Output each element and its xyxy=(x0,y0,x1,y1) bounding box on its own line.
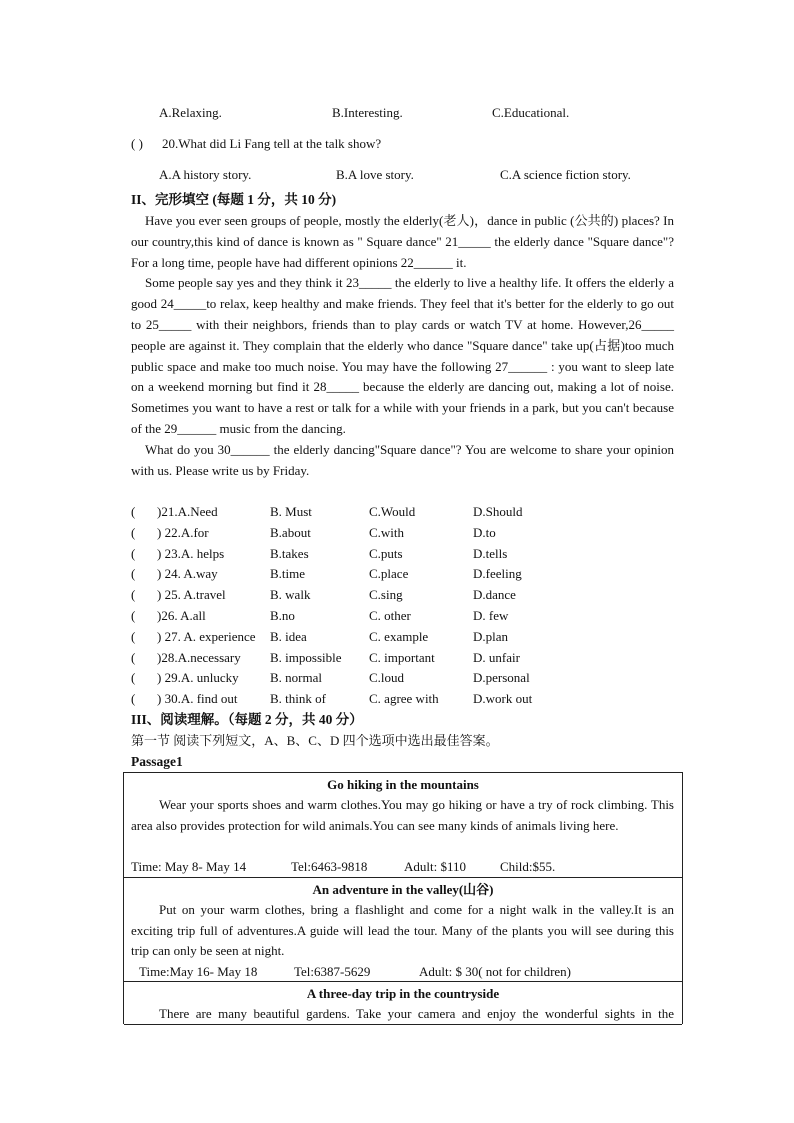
choice-bracket: ( xyxy=(131,504,136,519)
ad-hiking-adult: Adult: $110 xyxy=(404,859,466,874)
choice-row xyxy=(131,627,691,647)
choice-option-b: B. idea xyxy=(270,628,307,644)
choice-option-c: C.Would xyxy=(369,504,416,519)
choice-option-a: ) 27. A. experience xyxy=(157,628,256,644)
choice-option-d: D.personal xyxy=(473,670,530,686)
choice-option-c: C. important xyxy=(369,649,435,665)
choice-row xyxy=(131,523,691,543)
choice-bracket: ( xyxy=(131,670,136,686)
choice-option-b: B. walk xyxy=(270,587,311,603)
ad-hiking-child: Child:$55. xyxy=(500,859,556,874)
section3-title: III、阅读理解。（每题 2 分，共 40 分） xyxy=(131,712,363,727)
choice-option-a: ) 30.A. find out xyxy=(157,691,238,707)
choice-row xyxy=(131,564,691,584)
choice-bracket: ( xyxy=(131,566,136,582)
choice-option-d: D. unfair xyxy=(473,649,520,665)
cloze-paragraph-1: Have you ever seen groups of people, mostly the elderly(老人)，dance in public (公共的) places? In our country,this kind of dance is known as " Square dance" 21_____ the elderly dance "Square dance"? For a long time, people have had different opinions 22______ it. xyxy=(131,213,674,270)
choice-option-c: C.puts xyxy=(369,545,403,561)
ad-valley-body-wrap xyxy=(131,900,674,962)
ad-hiking xyxy=(124,773,682,878)
choice-bracket: ( xyxy=(131,545,136,561)
choice-option-c: C.sing xyxy=(369,587,403,603)
choice-option-c: C. agree with xyxy=(369,691,439,707)
ad-hiking-title: Go hiking in the mountains xyxy=(327,777,479,792)
cloze-paragraph-3: What do you 30______ the elderly dancing"Square dance"? You are welcome to share your opinion with us. Please write us by Friday. xyxy=(131,441,674,478)
choice-option-d: D.Should xyxy=(473,504,523,519)
choice-option-a: ) 24. A.way xyxy=(157,566,218,582)
ad-valley-body: Put on your warm clothes, bring a flashlight and come for a night walk in the valley.It is an exciting trip full of adventures.A guide will lead the tour. Many of the plants you will see during this trip can only be seen at night. xyxy=(131,902,674,958)
cloze-passage xyxy=(131,211,674,481)
choice-option-b: B. Must xyxy=(270,504,312,519)
choice-row xyxy=(131,606,691,626)
choice-option-b: B. normal xyxy=(270,670,322,686)
choice-option-b: B.about xyxy=(270,524,311,540)
passage-label: Passage1 xyxy=(131,754,183,769)
ad-hiking-time: Time: May 8- May 14 xyxy=(131,859,247,874)
choice-bracket: ( xyxy=(131,587,136,603)
ad-countryside-title: A three-day trip in the countryside xyxy=(306,986,500,1001)
choice-option-d: D.plan xyxy=(473,628,509,644)
q19-option-a: A.Relaxing. xyxy=(159,105,222,120)
ad-hiking-body: Wear your sports shoes and warm clothes.You may go hiking or have a try of rock climbing. This area also provides protection for wild animals.You can see many kinds of animals living here. xyxy=(131,797,674,833)
choice-option-c: C.with xyxy=(369,524,405,540)
choice-option-d: D.work out xyxy=(473,691,533,707)
ad-valley-time: Time:May 16- May 18 xyxy=(139,964,258,979)
choice-row xyxy=(131,689,691,709)
choice-option-a: )26. A.all xyxy=(157,608,206,623)
choice-option-b: B. think of xyxy=(270,691,326,707)
q19-option-c: C.Educational. xyxy=(492,105,570,120)
ad-countryside xyxy=(124,982,682,1025)
choice-option-b: B. impossible xyxy=(270,649,342,665)
ads-table xyxy=(123,772,683,1024)
choice-option-a: ) 22.A.for xyxy=(157,524,209,540)
choice-bracket: ( xyxy=(131,649,136,665)
ad-hiking-tel: Tel:6463-9818 xyxy=(291,859,368,874)
ad-valley-adult: Adult: $ 30( not for children) xyxy=(419,964,571,979)
choice-row xyxy=(131,502,691,522)
choice-bracket: ( xyxy=(131,628,136,644)
q20-option-b: B.A love story. xyxy=(336,167,414,182)
ad-valley-tel: Tel:6387-5629 xyxy=(294,964,371,979)
choice-option-d: D.tells xyxy=(473,545,508,561)
ad-countryside-body-wrap xyxy=(131,1004,674,1025)
q20-option-a: A.A history story. xyxy=(159,167,252,182)
ad-valley-title: An adventure in the valley(山谷) xyxy=(312,882,494,897)
choice-option-a: ) 25. A.travel xyxy=(157,587,226,603)
choice-option-b: B.time xyxy=(270,566,306,582)
choice-option-c: C. example xyxy=(369,628,429,644)
choice-bracket: ( xyxy=(131,608,136,623)
section3-instruction: 第一节 阅读下列短文，A、B、C、D 四个选项中选出最佳答案。 xyxy=(131,733,499,748)
choice-row xyxy=(131,544,691,564)
choice-option-a: ) 29.A. unlucky xyxy=(157,670,239,686)
choice-option-d: D.dance xyxy=(473,587,516,603)
q19-option-b: B.Interesting. xyxy=(332,105,403,120)
choice-bracket: ( xyxy=(131,524,136,540)
choice-option-d: D.to xyxy=(473,524,496,540)
q20-question: 20.What did Li Fang tell at the talk show? xyxy=(162,136,382,151)
choice-option-c: C. other xyxy=(369,608,411,623)
choice-row xyxy=(131,585,691,605)
ad-valley xyxy=(124,878,682,982)
cloze-paragraph-2: Some people say yes and they think it 23_____ the elderly to live a healthy life. It offers the elderly a good 24_____to relax, keep healthy and make friends. They feel that it's better for the elderly to go out to 25_____ with their neighbors, friends than to play cards or watch TV at home. However,26_____ people are against it. They complain that the elderly who dance "Square dance" take up(占据)too much public space and make too much noise. You may have the following 27______ : you want to sleep late on a weekend morning but find it 28_____ because the elderly are dancing out, making a lot of noise. Sometimes you want to have a rest or talk for a while with your friends in a park, but you can't because of the 29______ music from the dancing. xyxy=(131,275,674,436)
q20-bracket: ( ) xyxy=(131,136,143,151)
choice-option-c: C.place xyxy=(369,566,409,582)
choice-option-b: B.takes xyxy=(270,545,309,561)
ad-hiking-body-wrap xyxy=(131,795,674,836)
choice-option-c: C.loud xyxy=(369,670,405,686)
section2-title: II、完形填空 (每题 1 分，共 10 分) xyxy=(131,192,337,207)
choice-option-a: )21.A.Need xyxy=(157,504,218,519)
choice-row xyxy=(131,668,691,688)
choice-option-a: )28.A.necessary xyxy=(157,649,241,665)
choice-option-b: B.no xyxy=(270,608,295,623)
choice-row xyxy=(131,648,691,668)
choice-option-d: D. few xyxy=(473,608,509,623)
choice-option-a: ) 23.A. helps xyxy=(157,545,225,561)
ad-countryside-body: There are many beautiful gardens. Take your camera and enjoy the wonderful sights in the xyxy=(159,1006,674,1021)
q20-option-c: C.A science fiction story. xyxy=(500,167,631,182)
choice-bracket: ( xyxy=(131,691,136,707)
choice-option-d: D.feeling xyxy=(473,566,522,582)
